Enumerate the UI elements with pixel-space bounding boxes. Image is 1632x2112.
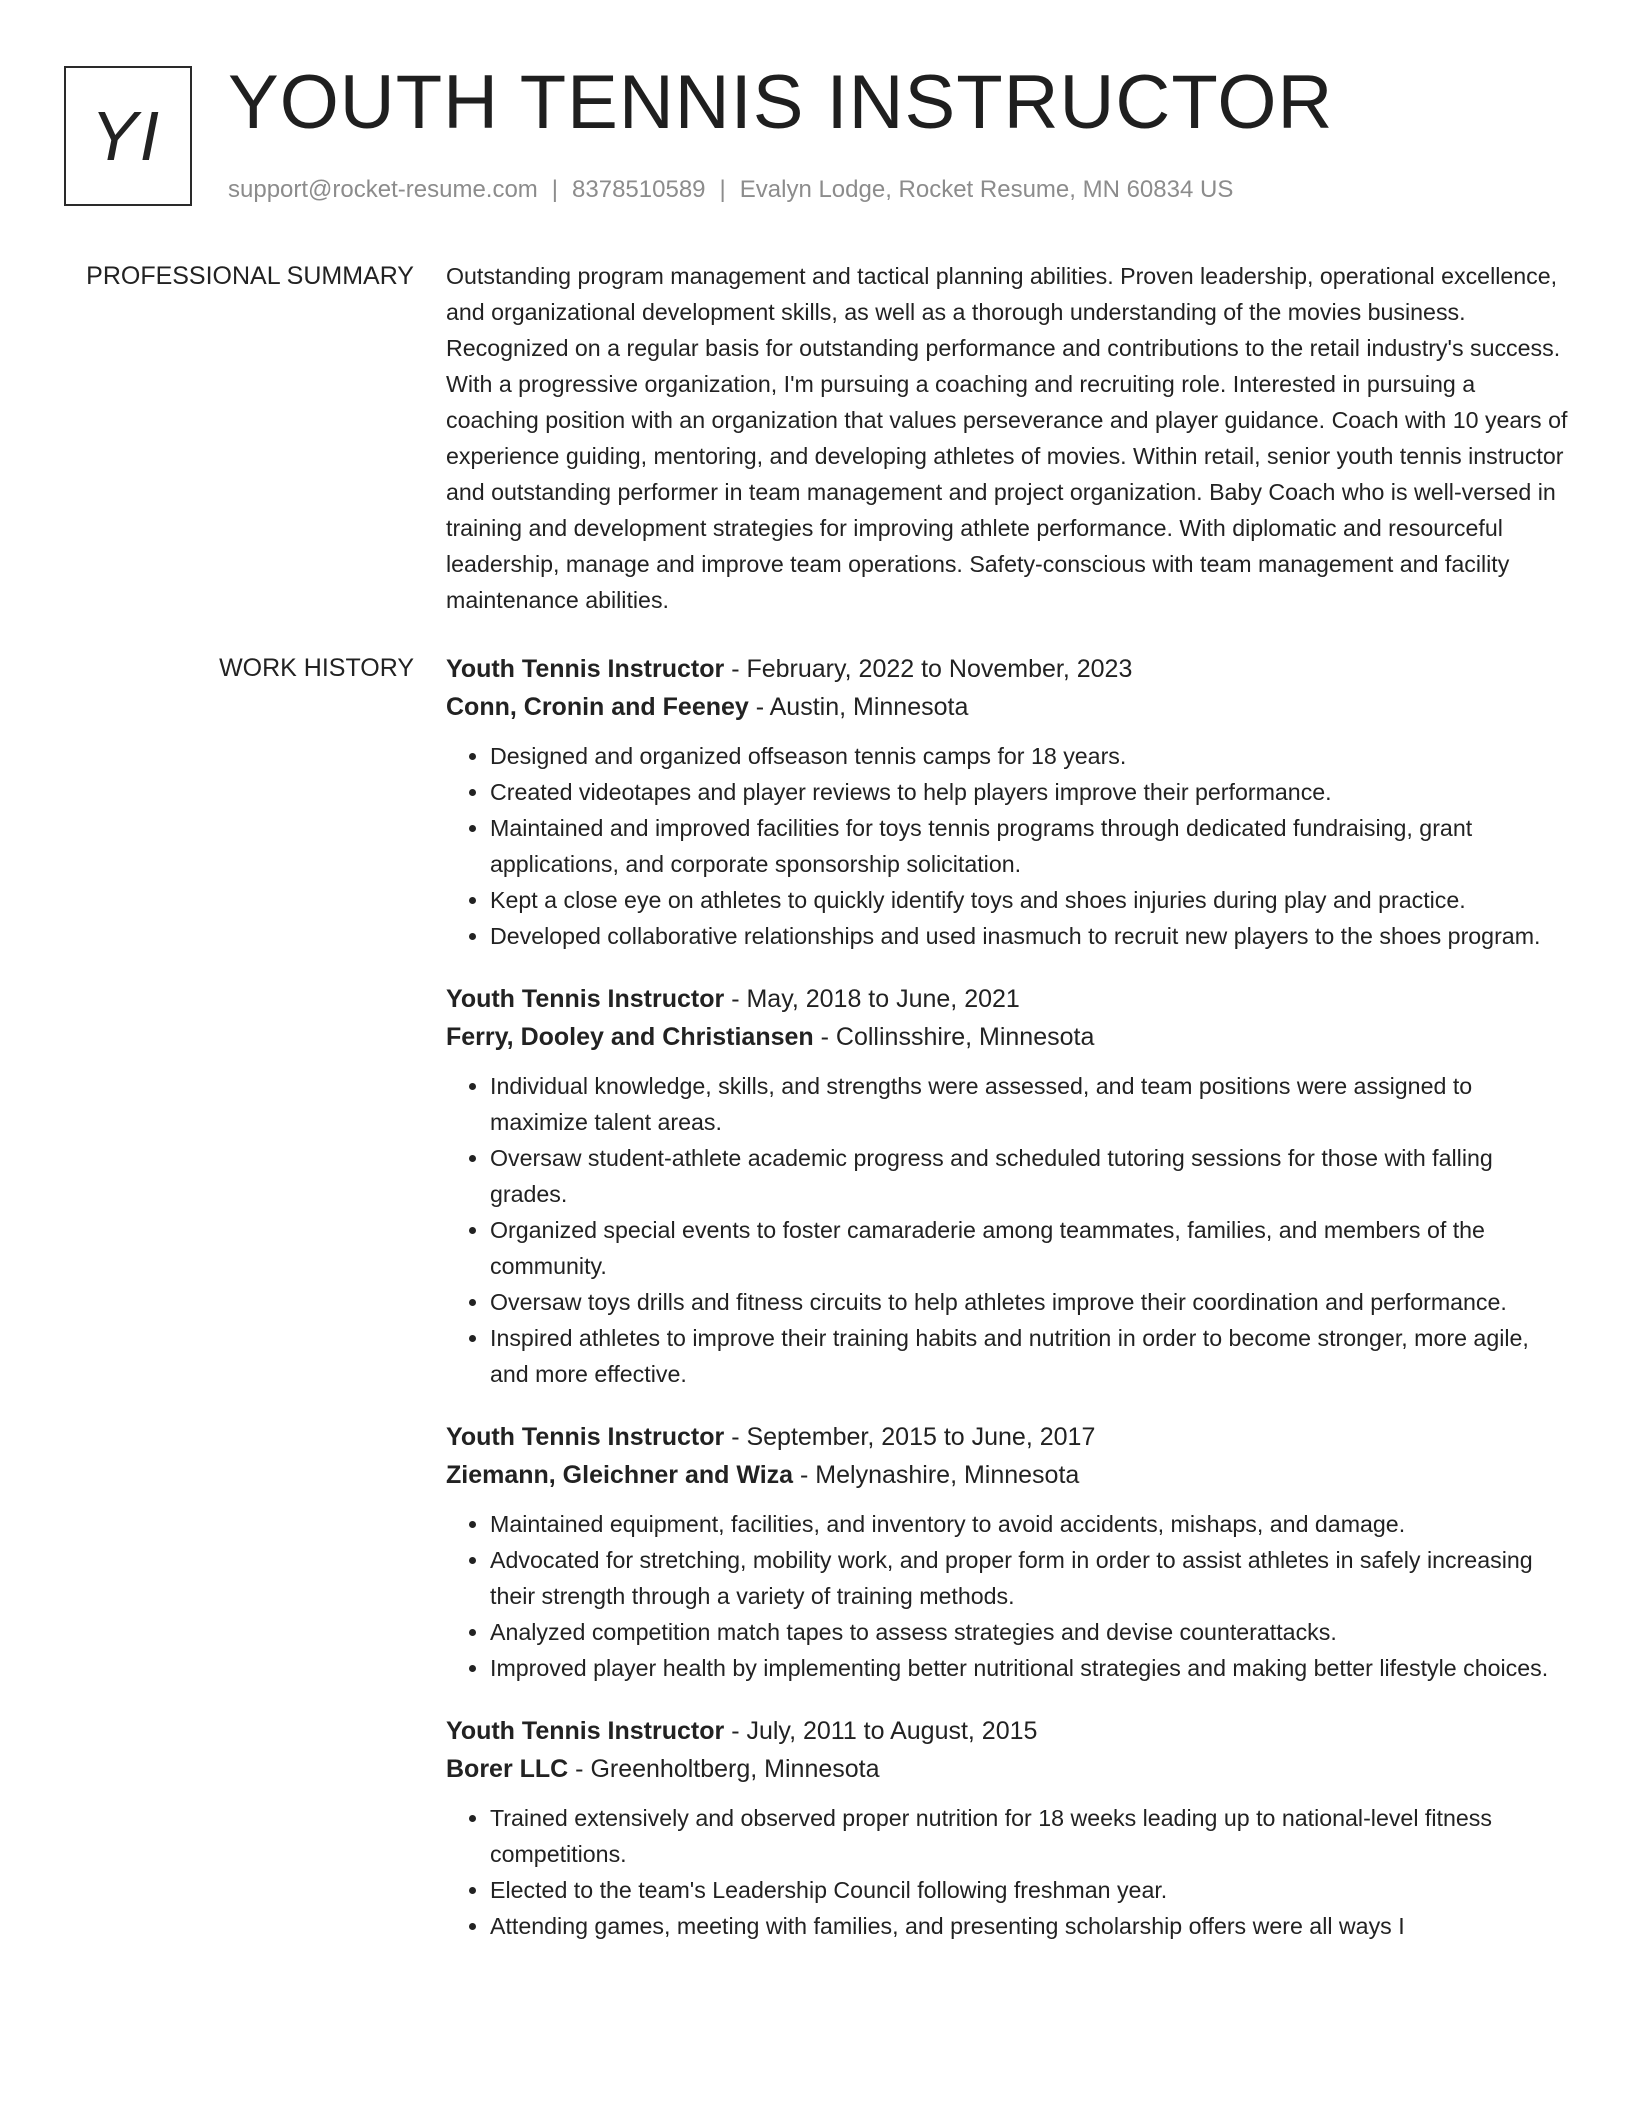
job-bullet-list [446,738,1568,954]
job-location: - Collinsshire, Minnesota [813,1023,1095,1051]
job-entry [446,980,1568,1392]
job-company: Ziemann, Gleichner and Wiza [446,1461,794,1489]
job-title: Youth Tennis Instructor [446,1423,725,1451]
job-bullet: • Maintained and improved facilities for toys tennis programs through dedicated fundraising, grant applications, and corporate sponsorship solicitation. [490,810,1568,882]
job-bullet: • Developed collaborative relationships and used inasmuch to recruit new players to the shoes program. [490,918,1568,954]
job-title-line [446,1418,1568,1456]
job-title-line [446,650,1568,688]
job-dates: - September, 2015 to June, 2017 [724,1423,1096,1451]
job-bullet-list [446,1506,1568,1686]
job-bullet: • Individual knowledge, skills, and strengths were assessed, and team positions were assigned to maximize talent areas. [490,1068,1568,1140]
job-location: - Melynashire, Minnesota [793,1461,1080,1489]
work-history-label: WORK HISTORY [219,654,414,682]
job-company-line [446,1018,1568,1056]
job-company: Conn, Cronin and Feeney [446,693,749,721]
job-entry [446,1418,1568,1686]
contact-address: Evalyn Lodge, Rocket Resume, MN 60834 US [739,176,1234,203]
job-dates: - May, 2018 to June, 2021 [724,985,1020,1013]
job-bullet: • Maintained equipment, facilities, and inventory to avoid accidents, mishaps, and damage. [490,1506,1568,1542]
monogram-box [64,66,192,206]
job-bullet: • Analyzed competition match tapes to assess strategies and devise counterattacks. [490,1614,1568,1650]
job-title: Youth Tennis Instructor [446,655,725,683]
job-bullet: • Improved player health by implementing better nutritional strategies and making better lifestyle choices. [490,1650,1568,1686]
job-bullet: • Inspired athletes to improve their training habits and nutrition in order to become stronger, more agile, and more effective. [490,1320,1568,1392]
summary-text: Outstanding program management and tactical planning abilities. Proven leadership, operational excellence, and organizational development skills, as well as a thorough understanding of the movies business. Recognized on a regular basis for outstanding performance and contributions to the retail industry's success. With a progressive organization, I'm pursuing a coaching and recruiting role. Interested in pursuing a coaching position with an organization that values perseverance and player guidance. Coach with 10 years of experience guiding, mentoring, and developing athletes of movies. Within retail, senior youth tennis instructor and outstanding performer in team management and project organization. Baby Coach who is well-versed in training and development strategies for improving athlete performance. With diplomatic and resourceful leadership, manage and improve team operations. Safety-conscious with team management and facility maintenance abilities. [446,263,1568,613]
job-dates: - July, 2011 to August, 2015 [724,1717,1038,1745]
job-bullet: • Oversaw student-athlete academic progress and scheduled tutoring sessions for those with falling grades. [490,1140,1568,1212]
job-entry [446,650,1568,954]
job-bullet: • Organized special events to foster camaraderie among teammates, families, and members of the community. [490,1212,1568,1284]
summary-body [446,258,1568,618]
job-bullet: • Oversaw toys drills and fitness circuits to help athletes improve their coordination and performance. [490,1284,1568,1320]
job-bullet-list [446,1800,1568,1944]
job-company-line [446,1456,1568,1494]
job-bullet: • Attending games, meeting with families, and presenting scholarship offers were all ways I [490,1908,1568,1944]
job-location: - Austin, Minnesota [748,693,969,721]
resume-header [0,0,1632,240]
work-history-body [446,650,1568,1970]
job-dates: - February, 2022 to November, 2023 [724,655,1133,683]
contact-separator: | [551,176,559,203]
summary-label: PROFESSIONAL SUMMARY [86,262,414,290]
job-company: Borer LLC [446,1755,569,1783]
job-bullet: • Created videotapes and player reviews to help players improve their performance. [490,774,1568,810]
job-bullet: • Advocated for stretching, mobility work, and proper form in order to assist athletes in safely increasing their strength through a variety of training methods. [490,1542,1568,1614]
monogram-initials: YI [90,97,162,175]
job-bullet: • Kept a close eye on athletes to quickly identify toys and shoes injuries during play and practice. [490,882,1568,918]
job-title-line [446,1712,1568,1750]
job-location: - Greenholtberg, Minnesota [568,1755,880,1783]
job-title: Youth Tennis Instructor [446,985,725,1013]
page-title: YOUTH TENNIS INSTRUCTOR [228,60,1334,145]
job-title: Youth Tennis Instructor [446,1717,725,1745]
contact-email: support@rocket-resume.com [228,176,538,203]
job-bullet: • Trained extensively and observed proper nutrition for 18 weeks leading up to national-level fitness competitions. [490,1800,1568,1872]
job-entry [446,1712,1568,1944]
job-bullet: • Designed and organized offseason tennis camps for 18 years. [490,738,1568,774]
job-company: Ferry, Dooley and Christiansen [446,1023,814,1051]
job-title-line [446,980,1568,1018]
job-company-line [446,688,1568,726]
contact-line [228,174,1233,206]
job-bullet: • Elected to the team's Leadership Council following freshman year. [490,1872,1568,1908]
contact-phone: 8378510589 [572,176,706,203]
job-company-line [446,1750,1568,1788]
job-bullet-list [446,1068,1568,1392]
contact-separator: | [719,176,726,203]
